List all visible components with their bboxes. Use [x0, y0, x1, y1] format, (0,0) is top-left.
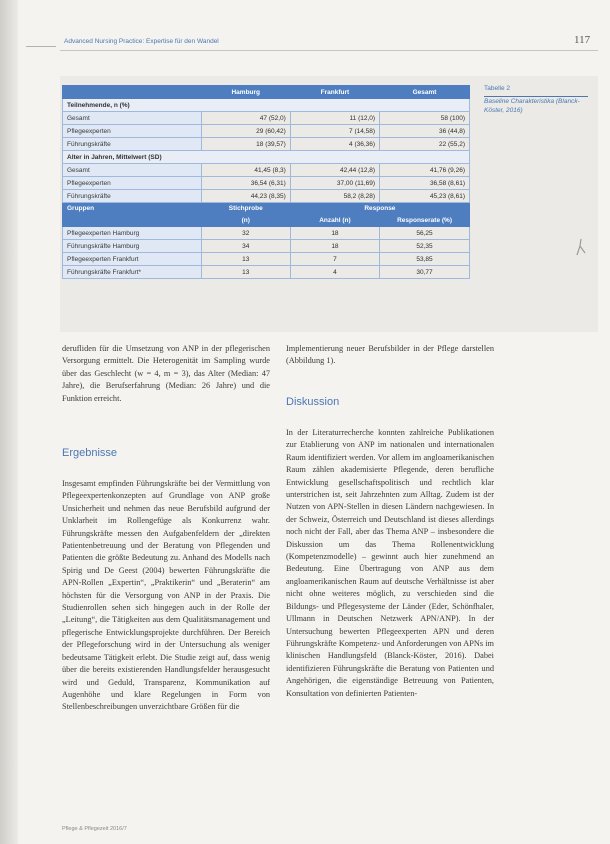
header-hamburg: Hamburg [201, 86, 290, 99]
cell-sample: 34 [201, 240, 290, 253]
cell-frankfurt: 4 (36,36) [290, 138, 379, 151]
cell-frankfurt: 42,44 (12,8) [290, 164, 379, 177]
table-header-row-3 [63, 215, 470, 227]
cell-gesamt: 45,23 (8,61) [380, 190, 470, 203]
header-blank [63, 215, 202, 227]
table-header-row [63, 86, 470, 99]
cell-rate: 56,25 [380, 227, 470, 240]
header-empty [63, 86, 202, 99]
row-label: Führungskräfte Hamburg [63, 240, 202, 253]
section-title-row [63, 151, 470, 164]
right-body: In der Literaturrecherche konnten zahlreiche Publikationen zur Etablierung von ANP im nationalen und internationalen Raum identifiziert werden. Vor allem im angloamerikanischen Raum zählen akademisierte Pflegende, deren berufliche Entwicklung gesellschaftspolitisch und rechtlich klar unterstrichen ist, seit Jahrzehnten zum Alltag. Zudem ist der Nutzen von APN-Stellen in diesen Ländern nachgewiesen. In der Schweiz, Österreich und Deutschland ist dieses allerdings noch nicht der Fall, aber das Thema ANP – insbesondere die Diskussion um das Thema Rollenentwicklung (Kompetenzmodelle) – gewinnt auch hier zunehmend an Bedeutung. Eine Übertragung von ANP aus dem angloamerikanischen Raum auf deutsche Verhältnisse ist aber nicht ohne weiteres möglich, zu verschieden sind die Bildungs- und Pflegesysteme der Länder (Eder, Schönfhaler, Ullmann in Deutschen Netzwerk APN/ANP). In der Untersuchung bewerten Pflegeexperten APN und deren Führungskräfte Kompetenz- und Anforderungen von APNs im klinischen Handlungsfeld (Blanck-Köster, 2016). Dabei identifizieren Führungskräfte die Beratung von Patienten und Angehörigen, die eigenständige Betreuung von Patienten, Konsultation von definierten Patienten- [286, 428, 494, 698]
right-intro: Implementierung neuer Berufsbilder in der Pflege darstellen (Abbildung 1). [286, 344, 494, 366]
cell-gesamt: 22 (55,2) [380, 138, 470, 151]
left-intro: derufliden für die Umsetzung von ANP in der pflegerischen Versorgung ermittelt. Die Heterogenität im Sampling wurde über das Geschlecht (w = 4, m = 3), das Alter (Median: 47 Jahre), die Berufserfahrung (Median: 26 Jahre) und die Funktion erreicht. [62, 344, 270, 403]
cell-gesamt: 36 (44,8) [380, 125, 470, 138]
cell-count: 4 [290, 266, 379, 279]
cell-hamburg: 47 (52,0) [201, 112, 290, 125]
baseline-table [62, 85, 470, 279]
header-divider [26, 46, 56, 47]
cell-hamburg: 18 (39,57) [201, 138, 290, 151]
header-response: Response [290, 203, 469, 215]
pen-mark-icon [574, 238, 588, 256]
page-number: 117 [574, 34, 591, 46]
header-rule [60, 50, 598, 51]
table-row [63, 266, 470, 279]
left-body: Insgesamt empfinden Führungskräfte bei der Vermittlung von Pflegeexpertenkonzepten auf Grundlage von ANP große Unsicherheit und nehmen das neue Berufsbild aufgrund der Unklarheit im Rollengefüge als Konkurrenz wahr. Führungskräfte messen den Aufgabenfeldern der „direkten Patientenbetreuung und der Beratung von Pflegenden und Patienten die größte Bedeutung zu. Anhand des Modells nach Spirig und De Geest (2004) bewerten Führungskräfte die APN-Rollen „Expertin“, „Praktikerin“ und „Beraterin“ am höchsten für die Versorgung von ANP in der Praxis. Die Studienrollen sehen sich hingegen auch in der Rolle der „Leitung“, die Tätigkeiten aus dem Qualitätsmanagement und pflegerische Entwicklungsprojekte durchführen. Der Bereich der Pflegeforschung wird in der Untersuchung als weniger bedeutsame Tätigkeit erlebt. Die Studie zeigt auf, dass wenig über die bereits existierenden Handlungsfelder herausgesucht wird und Geduld, Transparenz, Kommunikation auf Augenhöhe und klare Regelungen in Form von Stellenbeschreibungen unverzichtbare Größen für die [62, 479, 270, 712]
row-label: Führungskräfte [63, 138, 202, 151]
table-row [63, 164, 470, 177]
running-head: Advanced Nursing Practice: Expertise für den Wandel [64, 38, 219, 45]
cell-sample: 13 [201, 266, 290, 279]
row-label: Gesamt [63, 164, 202, 177]
caption-rule [484, 96, 588, 97]
section2-title: Alter in Jahren, Mittelwert (SD) [63, 151, 470, 164]
table-row [63, 190, 470, 203]
header-rate: Responserate (%) [380, 215, 470, 227]
table-header-row-2 [63, 203, 470, 215]
row-label: Pflegeexperten Frankfurt [63, 253, 202, 266]
cell-gesamt: 36,58 (8,61) [380, 177, 470, 190]
table-row [63, 177, 470, 190]
caption-label: Tabelle 2 [484, 85, 511, 92]
footer-text: Pflege & Pflegezeit 2016/7 [62, 826, 127, 832]
cell-sample: 13 [201, 253, 290, 266]
cell-count: 7 [290, 253, 379, 266]
header-gesamt: Gesamt [380, 86, 470, 99]
table-row [63, 240, 470, 253]
binding-shadow [0, 0, 18, 844]
cell-count: 18 [290, 227, 379, 240]
row-label: Pflegeexperten [63, 177, 202, 190]
cell-frankfurt: 37,00 (11,69) [290, 177, 379, 190]
table-row [63, 253, 470, 266]
table-row [63, 112, 470, 125]
cell-hamburg: 29 (60,42) [201, 125, 290, 138]
header-count: Anzahl (n) [290, 215, 379, 227]
table-row [63, 125, 470, 138]
cell-frankfurt: 58,2 (8,28) [290, 190, 379, 203]
cell-hamburg: 44,23 (8,35) [201, 190, 290, 203]
cell-rate: 53,85 [380, 253, 470, 266]
heading-ergebnisse: Ergebnisse [62, 447, 118, 459]
cell-hamburg: 36,54 (6,31) [201, 177, 290, 190]
cell-frankfurt: 7 (14,58) [290, 125, 379, 138]
header-sample-unit: (n) [201, 215, 290, 227]
header-frankfurt: Frankfurt [290, 86, 379, 99]
caption-text: Baseline Charakteristika (Blanck-Köster, 2016) [484, 98, 580, 114]
row-label: Führungskräfte [63, 190, 202, 203]
section1-title: Teilnehmende, n (%) [63, 99, 470, 112]
table-row [63, 138, 470, 151]
row-label: Pflegeexperten [63, 125, 202, 138]
cell-rate: 52,35 [380, 240, 470, 253]
cell-gesamt: 58 (100) [380, 112, 470, 125]
table-row [63, 227, 470, 240]
cell-hamburg: 41,45 (8,3) [201, 164, 290, 177]
table-caption [484, 84, 594, 115]
row-label: Führungskräfte Frankfurt* [63, 266, 202, 279]
heading-diskussion: Diskussion [286, 396, 340, 408]
section-title-row [63, 99, 470, 112]
row-label: Pflegeexperten Hamburg [63, 227, 202, 240]
cell-frankfurt: 11 (12,0) [290, 112, 379, 125]
cell-count: 18 [290, 240, 379, 253]
cell-gesamt: 41,76 (9,26) [380, 164, 470, 177]
cell-sample: 32 [201, 227, 290, 240]
cell-rate: 30,77 [380, 266, 470, 279]
header-groups: Gruppen [63, 203, 202, 215]
row-label: Gesamt [63, 112, 202, 125]
header-sample: Stichprobe [201, 203, 290, 215]
